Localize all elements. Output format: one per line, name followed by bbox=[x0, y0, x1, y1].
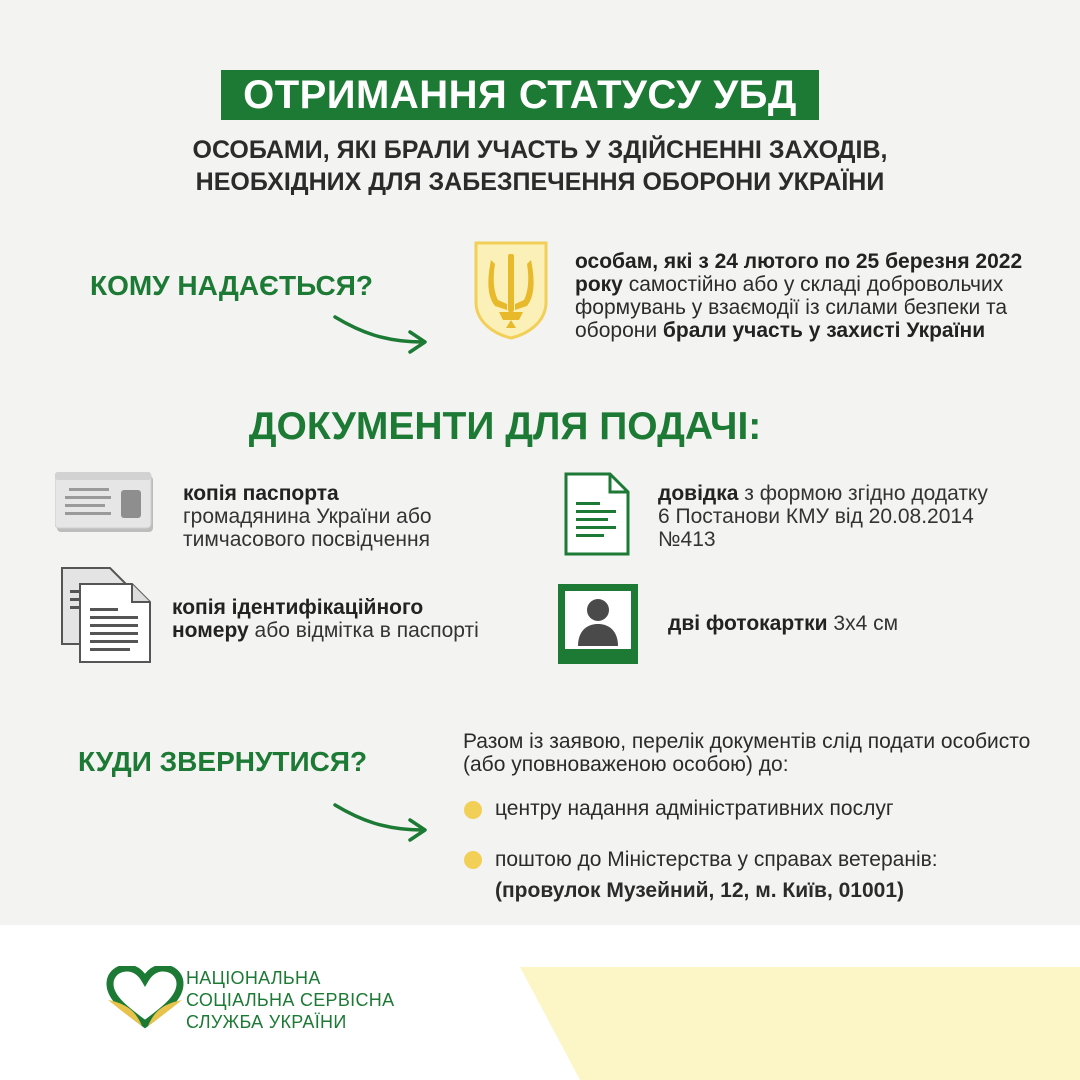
doc-id-number bbox=[172, 596, 502, 642]
doc-photos bbox=[668, 612, 998, 635]
coat-of-arms-icon bbox=[473, 240, 549, 340]
document-icon bbox=[564, 472, 630, 556]
who-question: КОМУ НАДАЄТЬСЯ? bbox=[90, 270, 373, 301]
arrow-right-icon bbox=[330, 800, 435, 845]
doc-certificate-bold: довідка bbox=[658, 482, 739, 505]
who-answer bbox=[575, 250, 1045, 342]
doc-photos-bold: дві фотокартки bbox=[668, 612, 828, 635]
arrow-right-icon bbox=[330, 312, 435, 357]
bullet-icon bbox=[464, 851, 482, 869]
where-question: КУДИ ЗВЕРНУТИСЯ? bbox=[78, 746, 368, 777]
passport-card-icon bbox=[55, 472, 155, 534]
photo-icon bbox=[558, 584, 638, 664]
doc-id-number-bold: копія ідентифікаційного номеру bbox=[172, 596, 424, 642]
copies-icon bbox=[60, 566, 152, 664]
doc-passport-text: громадянина України або тимчасового посвідчення bbox=[183, 505, 432, 551]
doc-passport-bold: копія паспорта bbox=[183, 482, 339, 505]
where-item-2: поштою до Міністерства у справах ветеранів: bbox=[495, 848, 938, 871]
page-title: ОТРИМАННЯ СТАТУСУ УБД bbox=[221, 70, 819, 120]
where-intro: Разом із заявою, перелік документів слід подати особисто (або уповноваженою особою) до: bbox=[463, 730, 1031, 776]
who-answer-bold-2: брали участь у захисті України bbox=[662, 319, 986, 342]
logo-line-2: СОЦІАЛЬНА СЕРВІСНА bbox=[186, 990, 395, 1010]
who-answer-text: самостійно або у складі добровольчих формувань у взаємодії із силами безпеки та оборони bbox=[575, 273, 1008, 342]
doc-certificate-text: з формою згідно додатку 6 Постанови КМУ від 20.08.2014 №413 bbox=[658, 482, 988, 551]
doc-photos-text: 3х4 см bbox=[827, 612, 899, 635]
subtitle-line-2: НЕОБХІДНИХ ДЛЯ ЗАБЕЗПЕЧЕННЯ ОБОРОНИ УКРАЇНИ bbox=[195, 168, 885, 196]
logo-text bbox=[186, 967, 394, 1033]
documents-heading: ДОКУМЕНТИ ДЛЯ ПОДАЧІ: bbox=[248, 405, 762, 448]
who-answer-bold-1: особам, які з 24 лютого по 25 березня 2022 року bbox=[575, 250, 1023, 296]
doc-passport bbox=[183, 482, 523, 551]
page-subtitle bbox=[100, 134, 980, 198]
doc-certificate bbox=[658, 482, 998, 551]
logo-line-3: СЛУЖБА УКРАЇНИ bbox=[186, 1012, 347, 1032]
bullet-icon bbox=[464, 801, 482, 819]
where-item-1: центру надання адміністративних послуг bbox=[495, 797, 894, 820]
doc-id-number-text: або відмітка в паспорті bbox=[248, 619, 479, 642]
where-address: (провулок Музейний, 12, м. Київ, 01001) bbox=[495, 879, 905, 902]
logo-line-1: НАЦІОНАЛЬНА bbox=[186, 968, 321, 988]
subtitle-line-1: ОСОБАМИ, ЯКІ БРАЛИ УЧАСТЬ У ЗДІЙСНЕННІ ЗАХОДІВ, bbox=[192, 136, 888, 164]
logo-icon bbox=[106, 966, 184, 1030]
